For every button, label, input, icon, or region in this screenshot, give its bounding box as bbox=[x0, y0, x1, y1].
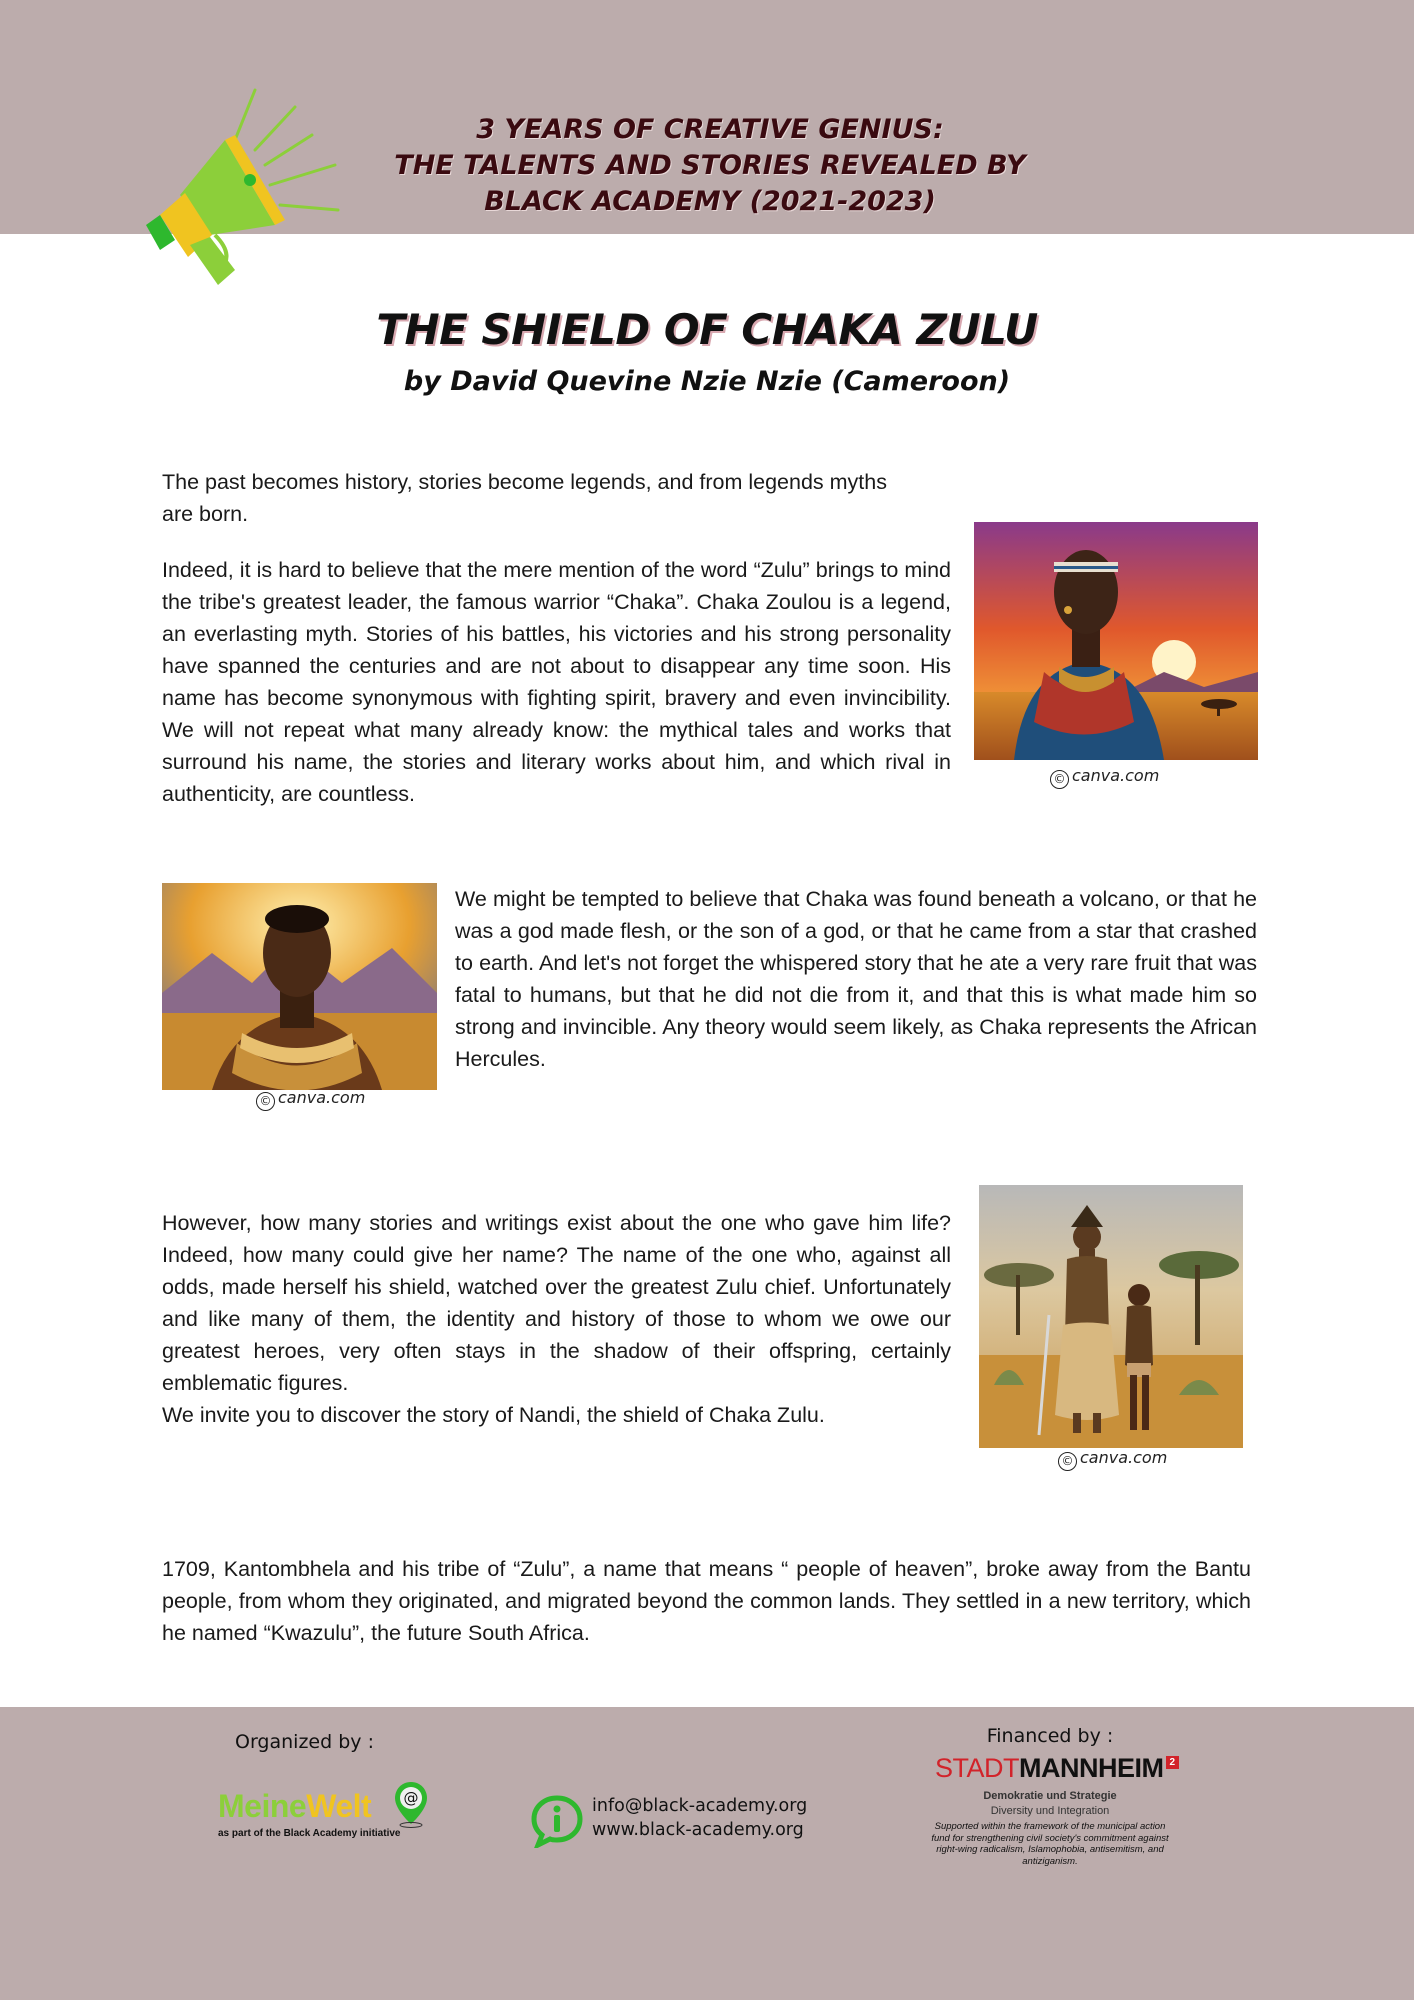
header-title-line: BLACK ACADEMY (2021-2023) bbox=[484, 186, 936, 217]
header-title bbox=[330, 112, 1090, 220]
paragraph-3b-text: We invite you to discover the story of Nandi, the shield of Chaka Zulu. bbox=[162, 1403, 825, 1427]
financed-by-label: Financed by : bbox=[986, 1725, 1114, 1747]
warrior-golden-image bbox=[162, 883, 437, 1090]
email-link[interactable]: info@black-academy.org bbox=[592, 1796, 808, 1816]
info-chat-icon bbox=[530, 1794, 584, 1848]
pin-at-symbol: @ bbox=[403, 1789, 419, 1807]
header-title-line: 3 YEARS OF CREATIVE GENIUS: bbox=[476, 114, 944, 145]
mannheim-square-mark: 2 bbox=[1166, 1756, 1179, 1769]
support-note: Supported within the framework of the municipal action fund for strengthening civil society's commitment against right-wing radicalism, Islamophobia, antisemitism, and antiziganism. bbox=[931, 1821, 1169, 1867]
department-name: Demokratie und Strategie bbox=[983, 1790, 1117, 1802]
logo-word-welt: Welt bbox=[306, 1788, 372, 1824]
header-title-line: THE TALENTS AND STORIES REVEALED BY bbox=[394, 150, 1026, 181]
image-credit bbox=[1050, 766, 1159, 789]
copyright-icon: © bbox=[1058, 1452, 1077, 1471]
article-title: THE SHIELD OF CHAKA ZULU bbox=[376, 305, 1038, 354]
image-credit bbox=[1058, 1448, 1167, 1471]
paragraph-4 bbox=[162, 1553, 1251, 1649]
logo-word-stadt: STADT bbox=[935, 1753, 1019, 1783]
meinewelt-subtitle: as part of the Black Academy initiative bbox=[218, 1828, 401, 1839]
article-byline: by David Quevine Nzie Nzie (Cameroon) bbox=[403, 366, 1011, 397]
image-credit bbox=[256, 1088, 365, 1111]
intro-paragraph bbox=[162, 466, 912, 530]
credit-text: canva.com bbox=[278, 1088, 366, 1107]
credit-text: canva.com bbox=[1080, 1448, 1168, 1467]
paragraph-2-text: We might be tempted to believe that Chaka was found beneath a volcano, or that he was a god made flesh, or the son of a god, or that he came from a star that crashed to earth. And let's not forget the whispered story that he ate a very rare fruit that was fatal to humans, but that he did not die from it, and that this is what made him so strong and invincible. Any theory would seem likely, as Chaka represents the African Hercules. bbox=[455, 887, 1257, 1071]
mannheim-logo[interactable] bbox=[935, 1753, 1179, 1784]
copyright-icon: © bbox=[1050, 770, 1069, 789]
paragraph-4-text: 1709, Kantombhela and his tribe of “Zulu”, a name that means “ people of heaven”, broke away from the Bantu people, from whom they originated, and migrated beyond the common lands. They settled in a new territory, which he named “Kwazulu”, the future South Africa. bbox=[162, 1557, 1251, 1645]
contact-text bbox=[592, 1794, 807, 1842]
paragraph-3 bbox=[162, 1207, 951, 1431]
location-pin-icon bbox=[393, 1780, 429, 1828]
logo-word-meine: Meine bbox=[218, 1788, 307, 1824]
logo-word-mannheim: MANNHEIM bbox=[1019, 1753, 1164, 1783]
paragraph-1 bbox=[162, 554, 951, 810]
paragraph-1-text: Indeed, it is hard to believe that the mere mention of the word “Zulu” brings to mind the tribe's greatest leader, the famous warrior “Chaka”. Chaka Zoulou is a legend, an everlasting myth. Stories of his battles, his victories and his strong personality have spanned the centuries and are not about to disappear any time soon. His name has become synonymous with fighting spirit, bravery and even invincibility. We will not repeat what many already know: the mythical tales and works that surround his name, the stories and literary works about him, and which rival in authenticity, are countless. bbox=[162, 558, 951, 806]
footer-band bbox=[0, 1707, 1414, 2000]
meinewelt-logo[interactable] bbox=[218, 1780, 438, 1840]
department-subtitle: Diversity und Integration bbox=[990, 1805, 1110, 1817]
credit-text: canva.com bbox=[1072, 766, 1160, 785]
website-link[interactable]: www.black-academy.org bbox=[592, 1820, 804, 1840]
copyright-icon: © bbox=[256, 1092, 275, 1111]
meinewelt-wordmark bbox=[218, 1788, 371, 1825]
paragraph-3-text: However, how many stories and writings exist about the one who gave him life? Indeed, how many could give her name? The name of the one who, against all odds, made herself his shield, watched over the greatest Zulu chief. Unfortunately and like many of them, the identity and history of those to whom we owe our greatest heroes, very often stays in the shadow of their offspring, certainly emblematic figures. bbox=[162, 1211, 951, 1395]
mother-child-image bbox=[979, 1185, 1243, 1448]
organized-by-label: Organized by : bbox=[235, 1731, 374, 1753]
intro-text: The past becomes history, stories become legends, and from legends myths are born. bbox=[162, 470, 887, 526]
megaphone-icon bbox=[140, 85, 345, 290]
paragraph-2 bbox=[455, 883, 1257, 1075]
warrior-sunset-image bbox=[974, 522, 1258, 760]
